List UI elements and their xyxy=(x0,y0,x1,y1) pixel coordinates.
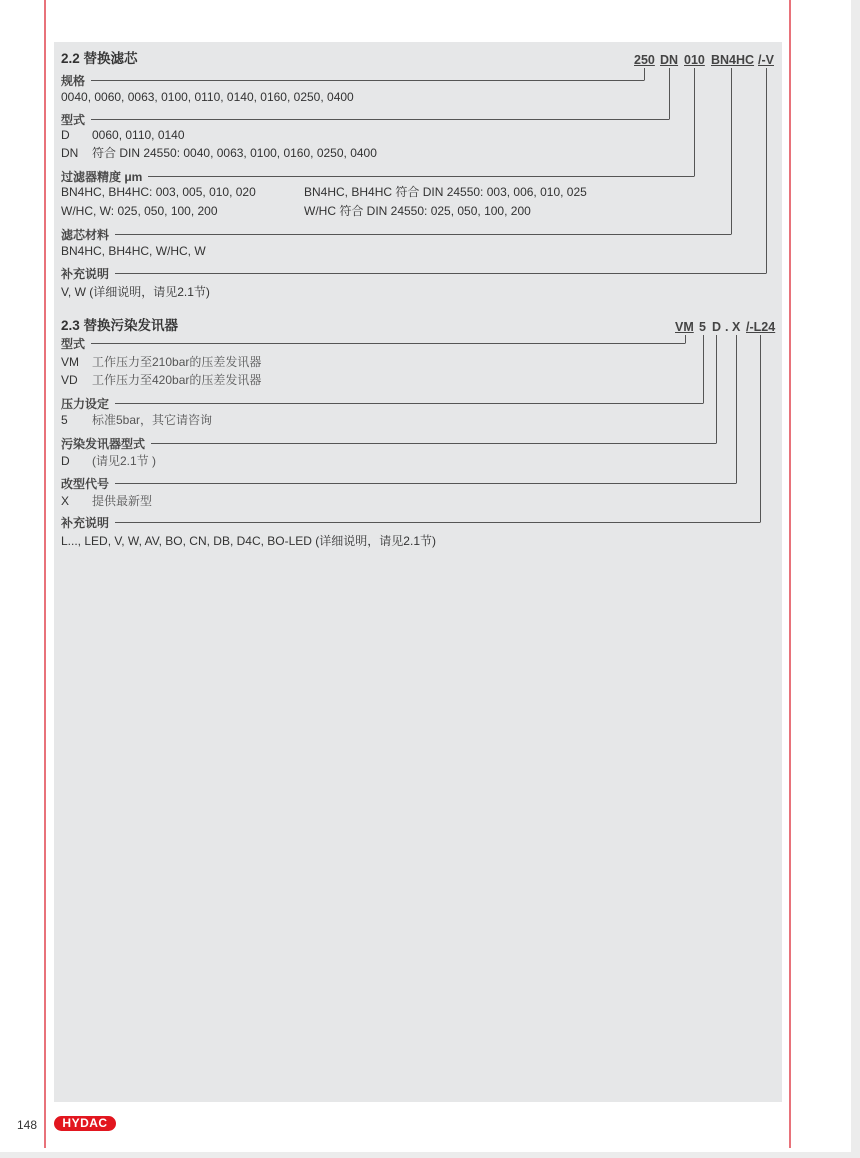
type-vm-key: VM xyxy=(61,355,79,369)
code-rating: 010 xyxy=(684,53,705,67)
rating-line-1: BN4HC, BH4HC: 003, 005, 010, 020 xyxy=(61,185,256,199)
rating-line-4: W/HC 符合 DIN 24550: 025, 050, 100, 200 xyxy=(304,204,531,218)
hydac-logo: HYDAC xyxy=(54,1116,116,1131)
pressure-value: 标准5bar，其它请咨询 xyxy=(92,413,213,427)
modification-value: 提供最新型 xyxy=(92,494,153,508)
label-modification: 改型代号 xyxy=(61,475,736,491)
label-indicator-style: 污染发讯器型式 xyxy=(61,435,716,451)
modification-key: X xyxy=(61,494,70,508)
label-size: 规格 xyxy=(61,72,644,88)
indicator-key: D xyxy=(61,454,70,468)
section-title-2-3: 2.3 替换污染发讯器 xyxy=(61,318,179,333)
type-d-key: D xyxy=(61,128,70,142)
suppl-values-2-2: V, W (详细说明，请见2.1节) xyxy=(61,285,210,299)
type-vm-value: 工作压力至210bar的压差发讯器 xyxy=(92,355,262,369)
label-rating: 过滤器精度 μm xyxy=(61,168,694,184)
label-suppl-2-2: 补充说明 xyxy=(61,265,766,281)
rating-line-3: BN4HC, BH4HC 符合 DIN 24550: 003, 006, 010, 025 xyxy=(304,185,587,199)
code-type: DN xyxy=(660,53,679,67)
code-indicator-type: VM xyxy=(675,320,694,334)
label-pressure: 压力设定 xyxy=(61,395,703,411)
indicator-value: (请见2.1节 ) xyxy=(92,454,157,468)
label-suppl-2-3: 补充说明 xyxy=(61,514,760,530)
page-number: 148 xyxy=(17,1118,38,1132)
code-suppl: /-V xyxy=(758,53,774,67)
material-values: BN4HC, BH4HC, W/HC, W xyxy=(61,244,206,258)
code-suppl-2-3: /-L24 xyxy=(746,320,776,334)
code-pressure: 5 xyxy=(699,320,706,334)
type-d-value: 0060, 0110, 0140 xyxy=(92,128,185,142)
code-material: BN4HC xyxy=(711,53,755,67)
label-material: 滤芯材料 xyxy=(61,226,731,242)
type-vd-value: 工作压力至420bar的压差发讯器 xyxy=(92,373,262,387)
type-vd-key: VD xyxy=(61,373,78,387)
rating-line-2: W/HC, W: 025, 050, 100, 200 xyxy=(61,204,218,218)
code-indicator-style: D xyxy=(712,320,722,334)
suppl-values-2-3: L..., LED, V, W, AV, BO, CN, DB, D4C, BO-LED (详细说明，请见2.1节) xyxy=(61,534,436,548)
size-values: 0040, 0060, 0063, 0100, 0110, 0140, 0160, 0250, 0400 xyxy=(61,90,354,104)
code-dot: . xyxy=(725,320,729,334)
code-modification: X xyxy=(732,320,741,334)
section-title-2-2: 2.2 替换滤芯 xyxy=(61,51,138,66)
pressure-key: 5 xyxy=(61,413,68,427)
label-type: 型式 xyxy=(61,111,669,127)
type-dn-value: 符合 DIN 24550: 0040, 0063, 0100, 0160, 0250, 0400 xyxy=(92,146,377,160)
label-indicator-type: 型式 xyxy=(61,335,685,351)
type-dn-key: DN xyxy=(61,146,79,160)
code-size: 250 xyxy=(634,53,655,67)
